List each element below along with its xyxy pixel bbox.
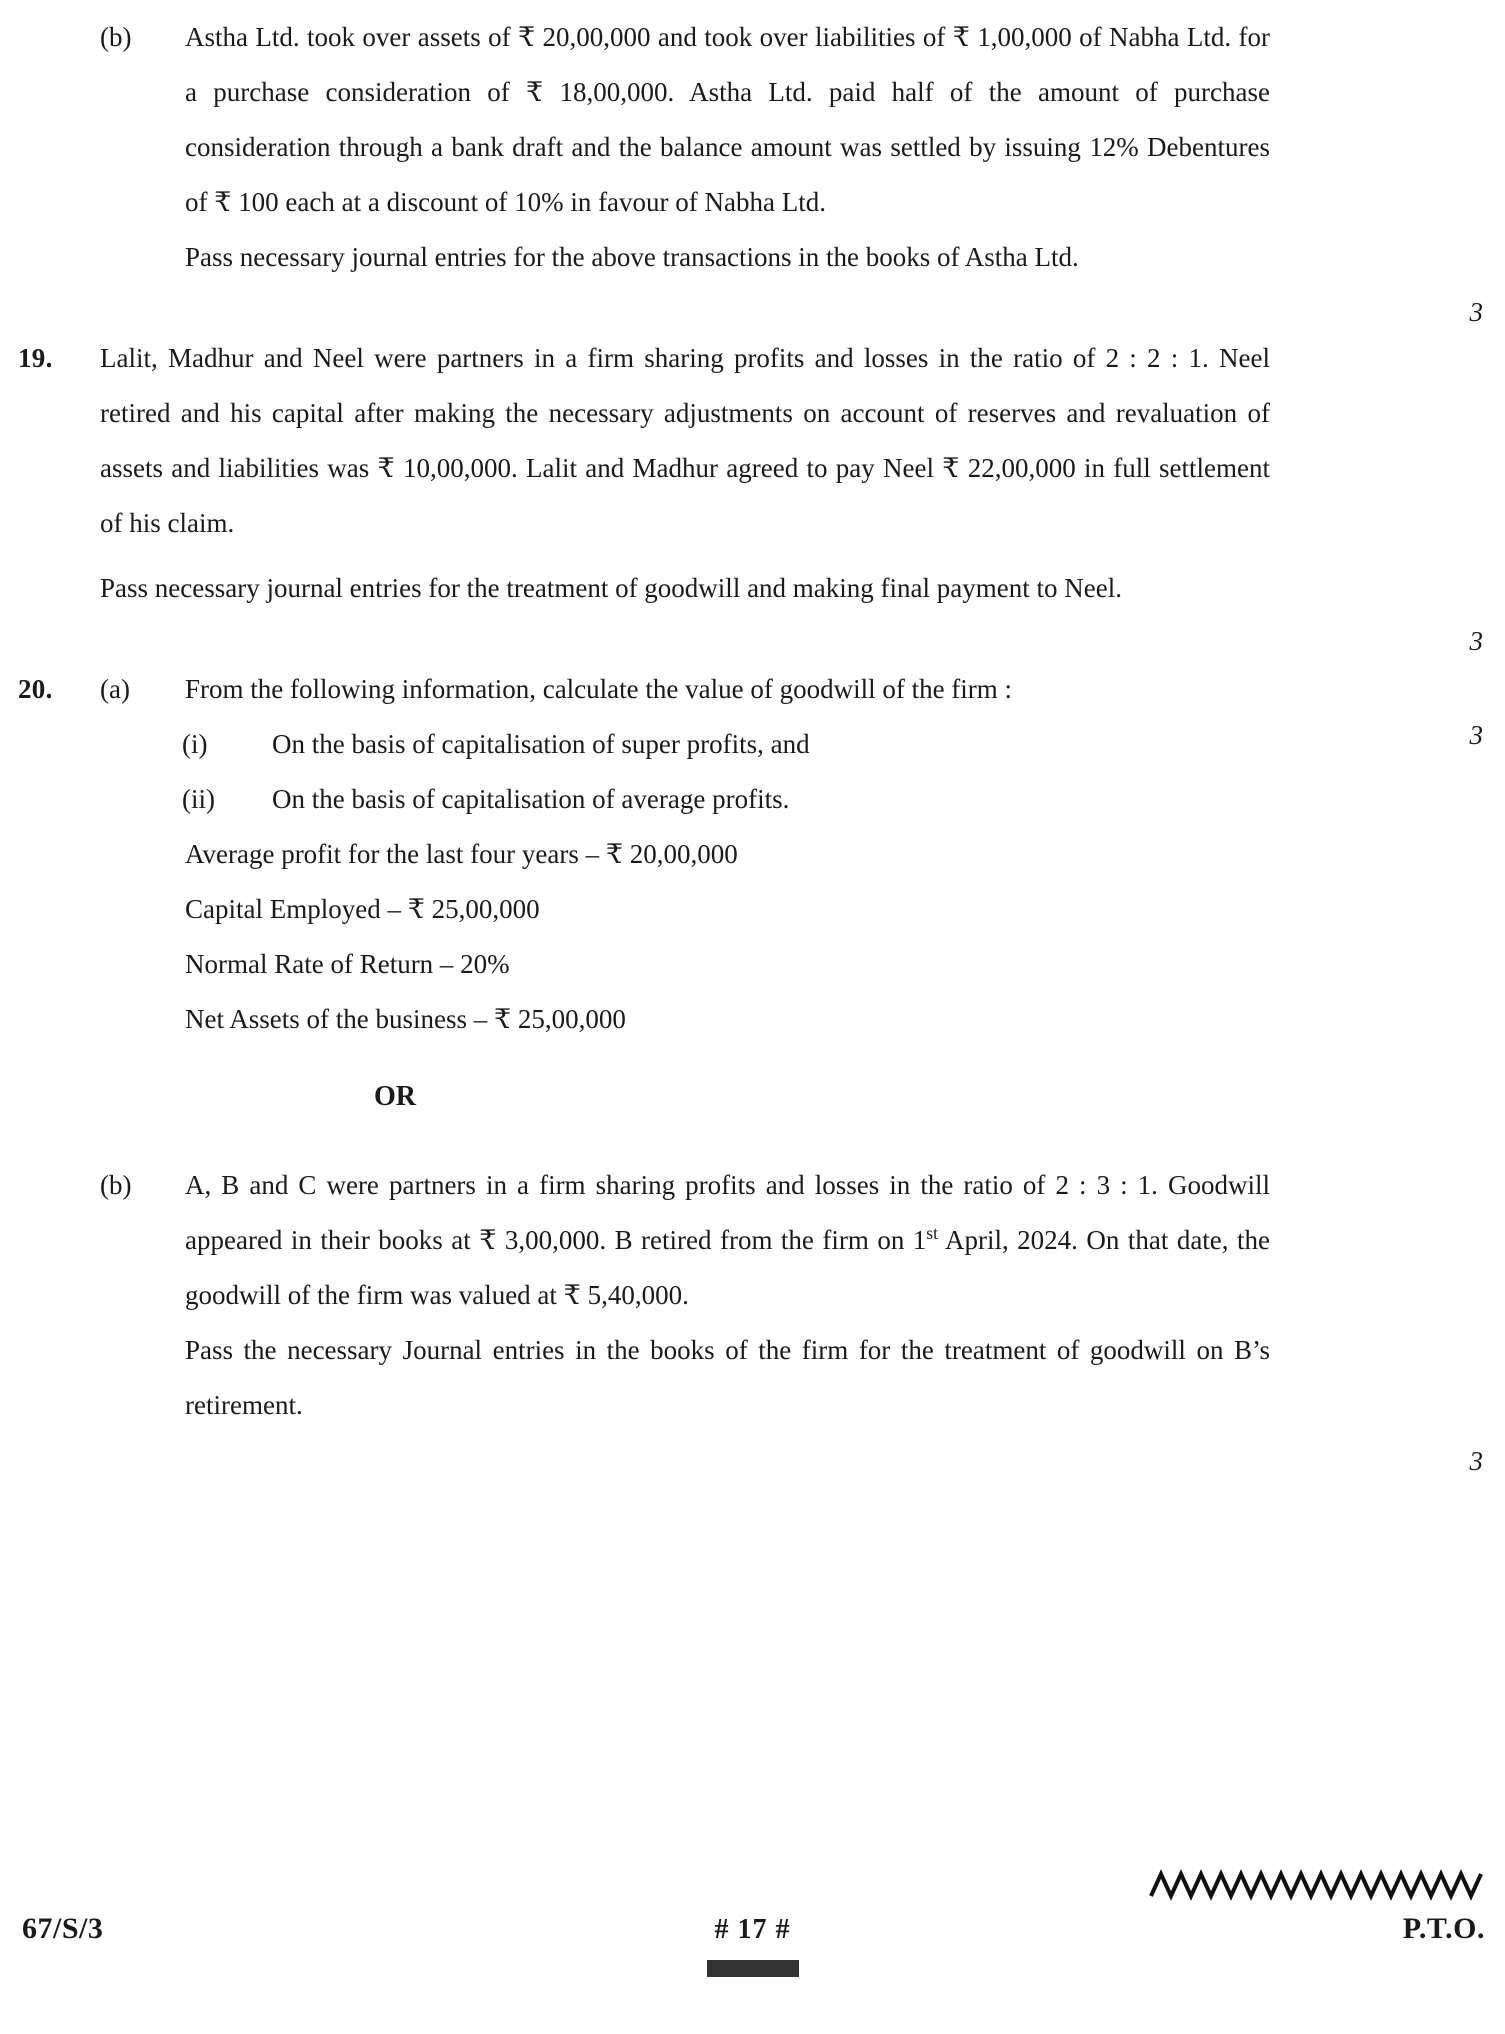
page-footer bbox=[0, 1902, 1505, 1992]
question-20b-paragraph-1 bbox=[185, 1158, 1385, 1323]
question-20b-text-pre: A, B and C were partners in a firm sharing profits and losses in the ratio of 2 : 3 : 1. Goodwill appeared in their books at ₹ 3,00,000. B retired from the firm on 1 bbox=[185, 1170, 1270, 1255]
question-19-block bbox=[0, 331, 1505, 656]
spacer-after-18b bbox=[0, 285, 1505, 331]
question-20a-item-ii bbox=[0, 772, 1505, 827]
roman-label-i: (i) bbox=[182, 729, 208, 759]
spacer-after-or bbox=[0, 1124, 1505, 1158]
roman-text-ii: On the basis of capitalisation of average profits. bbox=[272, 784, 790, 814]
question-20b-part-label: (b) bbox=[100, 1170, 132, 1200]
question-19-marks: 3 bbox=[1469, 626, 1483, 656]
question-20a-item-i bbox=[0, 717, 1505, 772]
wavy-separator-line bbox=[1149, 1868, 1489, 1902]
or-divider-label: OR bbox=[374, 1081, 416, 1112]
question-18b-paragraph-2: Pass necessary journal entries for the above transactions in the books of Astha Ltd. bbox=[185, 242, 1079, 272]
question-19-paragraph-2: Pass necessary journal entries for the treatment of goodwill and making final payment to Neel. bbox=[100, 573, 1122, 603]
question-18b-part-label: (b) bbox=[100, 22, 132, 52]
pto-label: P.T.O. bbox=[1402, 1912, 1485, 1945]
question-18b-block bbox=[0, 10, 1505, 327]
goodwill-fact-net-assets: Net Assets of the business – ₹ 25,00,000 bbox=[185, 1004, 626, 1034]
question-19-paragraph-1: Lalit, Madhur and Neel were partners in a firm sharing profits and losses in the ratio of 2 : 2 : 1. Neel retired and his capital after making the necessary adjustments on account of reserves and revaluation of assets and liabilities was ₹ 10,00,000. Lalit and Madhur agreed to pay Neel ₹ 22,00,000 in full settlement of his claim. bbox=[100, 343, 1270, 538]
roman-text-i: On the basis of capitalisation of super profits, and bbox=[272, 729, 810, 759]
question-20a-block bbox=[0, 662, 1505, 1047]
goodwill-fact-capital-employed: Capital Employed – ₹ 25,00,000 bbox=[185, 894, 540, 924]
question-20a-part-label: (a) bbox=[100, 674, 130, 704]
question-20a-marks: 3 bbox=[1469, 720, 1483, 750]
roman-label-ii: (ii) bbox=[182, 784, 215, 814]
question-20b-block bbox=[0, 1158, 1505, 1476]
page-marker: # 17 # bbox=[714, 1914, 791, 1945]
question-19-number: 19. bbox=[18, 343, 53, 373]
question-18b-paragraph-1: Astha Ltd. took over assets of ₹ 20,00,000 and took over liabilities of ₹ 1,00,000 of Nabha Ltd. for a purchase consideration of ₹ 18,00,000. Astha Ltd. paid half of the amount of purchase consideration through a bank draft and the balance amount was settled by issuing 12% Debentures of ₹ 100 each at a discount of 10% in favour of Nabha Ltd. bbox=[185, 22, 1270, 217]
or-divider-row bbox=[0, 1069, 1200, 1124]
spacer-before-or bbox=[0, 1047, 1505, 1069]
question-18b-marks: 3 bbox=[1469, 297, 1483, 327]
spacer-inside-19 bbox=[0, 551, 1505, 561]
question-20-number: 20. bbox=[18, 674, 53, 704]
ordinal-suffix-st: st bbox=[926, 1223, 938, 1243]
spacer-after-19 bbox=[0, 616, 1505, 662]
page-marker-bar bbox=[707, 1960, 799, 1977]
question-20a-lead-text: From the following information, calculate the value of goodwill of the firm : bbox=[185, 674, 1013, 704]
question-20b-paragraph-2: Pass the necessary Journal entries in the books of the firm for the treatment of goodwill on B’s retirement. bbox=[185, 1335, 1270, 1420]
question-20b-marks: 3 bbox=[1469, 1446, 1483, 1476]
question-20b-text-post: April, 2024. On that date, the goodwill of the firm was valued at ₹ 5,40,000. bbox=[185, 1225, 1270, 1310]
goodwill-fact-average-profit: Average profit for the last four years – ₹ 20,00,000 bbox=[185, 839, 738, 869]
goodwill-fact-normal-rate-of-return: Normal Rate of Return – 20% bbox=[185, 949, 510, 979]
paper-code: 67/S/3 bbox=[22, 1912, 104, 1945]
top-spacer bbox=[0, 0, 1505, 10]
